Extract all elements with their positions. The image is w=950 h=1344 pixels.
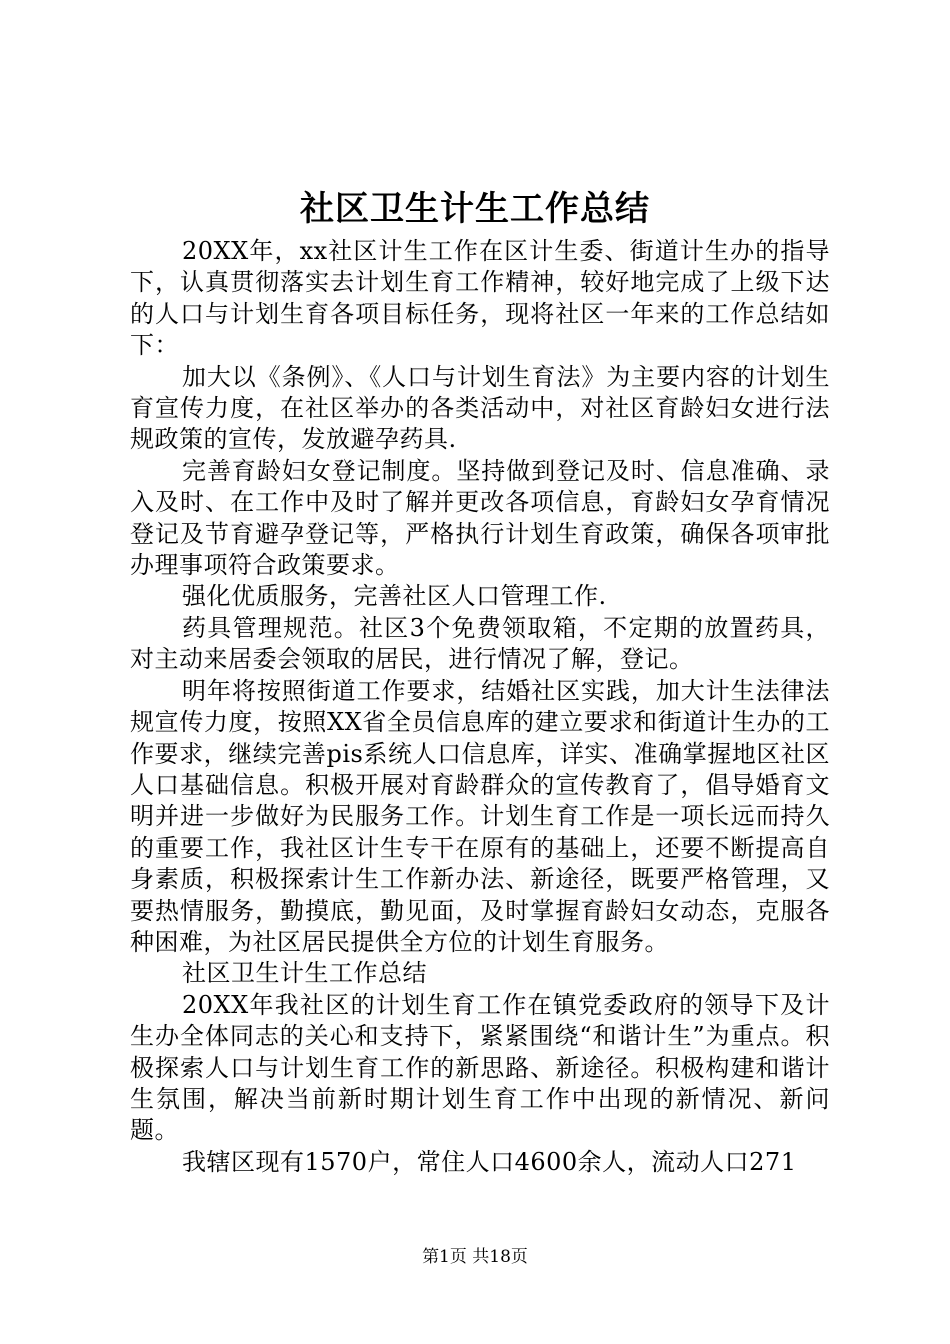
- paragraph-summary: 20XX年我社区的计划生育工作在镇党委政府的领导下及计生办全体同志的关心和支持下，紧紧围绕“和谐计生”为重点。积极探索人口与计划生育工作的新思路、新途径。积极构建和谐计生氛围，解决当前新时期计划生育工作中出现的新情况、新问题。: [130, 990, 830, 1145]
- paragraph-publicity: 加大以《条例》、《人口与计划生育法》为主要内容的计划生育宣传力度，在社区举办的各类活动中，对社区育龄妇女进行法规政策的宣传，发放避孕药具.: [130, 362, 830, 454]
- document-body: [130, 236, 830, 1178]
- paragraph-population: 我辖区现有1570户，常住人口4600余人，流动人口271: [182, 1147, 797, 1176]
- paragraph-subheading: 社区卫生计生工作总结: [182, 959, 427, 988]
- paragraph-service: 强化优质服务，完善社区人口管理工作.: [182, 582, 607, 611]
- paragraph-intro: 20XX年，xx社区计生工作在区计生委、街道计生办的指导下，认真贯彻落实去计划生育工作精神，较好地完成了上级下达的人口与计划生育各项目标任务，现将社区一年来的工作总结如下：: [130, 237, 830, 360]
- paragraph-supplies: 药具管理规范。社区3个免费领取箱，不定期的放置药具，对主动来居委会领取的居民，进行情况了解，登记。: [130, 613, 830, 674]
- document-title: 社区卫生计生工作总结: [300, 189, 650, 229]
- page-number-footer: 第1页 共18页: [422, 1247, 528, 1267]
- paragraph-next-year: 明年将按照街道工作要求，结婚社区实践，加大计生法律法规宣传力度，按照XX省全员信息库的建立要求和街道计生办的工作要求，继续完善pis系统人口信息库，详实、准确掌握地区社区人口基础信息。积极开展对育龄群众的宣传教育了，倡导婚育文明并进一步做好为民服务工作。计划生育工作是一项长远而持久的重要工作，我社区计生专干在原有的基础上，还要不断提高自身素质，积极探索计生工作新办法、新途径，既要严格管理，又要热情服务，勤摸底，勤见面，及时掌握育龄妇女动态，克服各种困难，为社区居民提供全方位的计划生育服务。: [130, 676, 830, 956]
- paragraph-registration: 完善育龄妇女登记制度。坚持做到登记及时、信息准确、录入及时、在工作中及时了解并更改各项信息，育龄妇女孕育情况登记及节育避孕登记等，严格执行计划生育政策，确保各项审批办理事项符合政策要求。: [130, 456, 830, 580]
